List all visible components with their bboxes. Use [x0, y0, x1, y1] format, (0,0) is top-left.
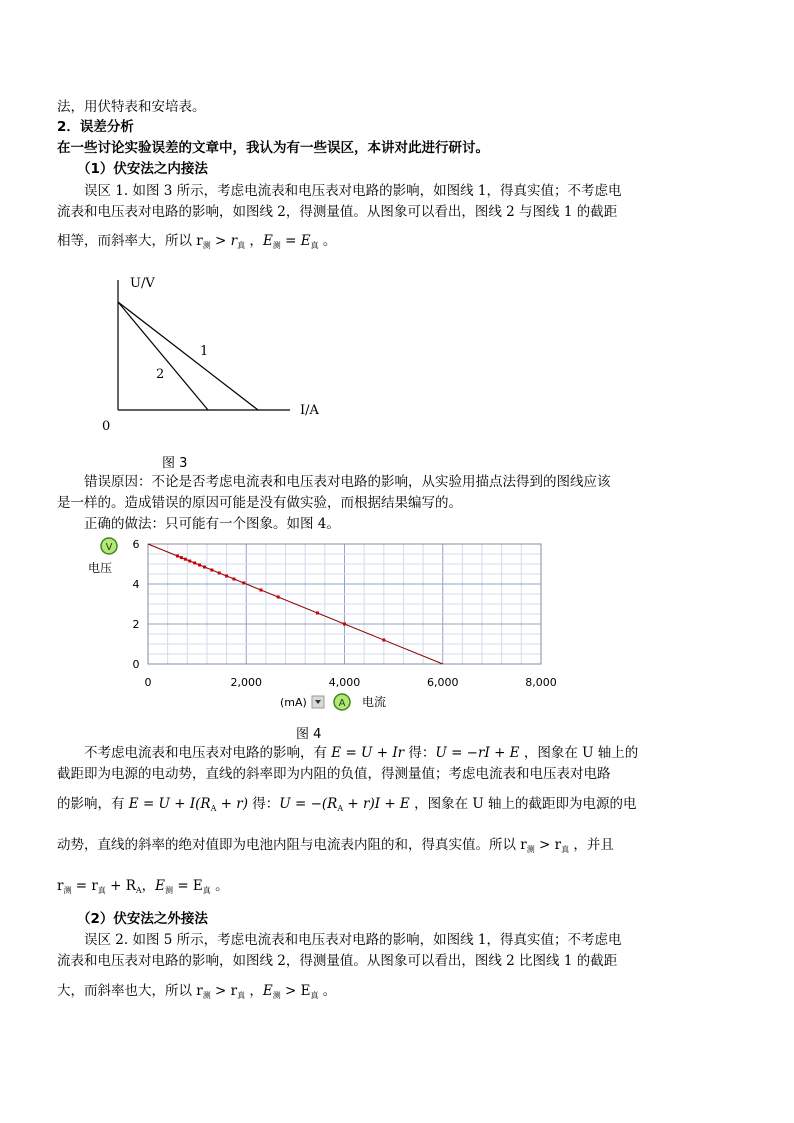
- svg-text:V: V: [105, 542, 113, 553]
- figure-3-diagram: [90, 270, 350, 440]
- svg-text:A: A: [338, 698, 346, 709]
- data-point: [343, 623, 346, 626]
- x-axis-label: I/A: [300, 403, 319, 418]
- para4-line5: $r_测 = r_真 + R_A$，$E_测 = E_真$ 。: [57, 878, 229, 895]
- line-2-label: 2: [156, 367, 165, 382]
- x-tick-label: 8,000: [525, 676, 557, 689]
- error-reason-line1: 错误原因：不论是否考虑电流表和电压表对电路的影响，从实验用描点法得到的图线应该: [84, 474, 611, 490]
- para4-line3: 的影响，有 $E = U + I(R_A + r)$ 得：$U = -(R_A + r)I + E$ ，图象在 U 轴上的截距即为电源的电: [57, 796, 637, 813]
- x-tick-label: 0: [144, 676, 152, 689]
- x-tick-label: 2,000: [230, 676, 262, 689]
- line-1-label: 1: [200, 344, 209, 359]
- figure-4-chart: [80, 532, 580, 718]
- graph-line-2: [118, 302, 208, 410]
- y-tick-labels: [133, 538, 140, 671]
- x-axis-label: 电流: [362, 695, 387, 709]
- data-point: [198, 564, 201, 567]
- para1-line2: 流表和电压表对电路的影响，如图线 2，得测量值。从图象可以看出，图线 2 与图线 1 的截距: [57, 204, 618, 220]
- y-tick-label: 6: [132, 538, 140, 551]
- para5-line3: 大，而斜率也大，所以 $r_测 > r_真$ ，$E_测 > E_真$ 。: [57, 983, 337, 1000]
- data-point: [242, 582, 245, 585]
- data-point: [277, 596, 280, 599]
- para5-line2: 流表和电压表对电路的影响，如图线 2，得测量值。从图象可以看出，图线 2 比图线 1 的截距: [57, 953, 618, 969]
- y-tick-label: 2: [132, 618, 140, 631]
- y-axis-label: U/V: [130, 276, 155, 291]
- data-point: [382, 639, 385, 642]
- para1-line1: 误区 1. 如图 3 所示，考虑电流表和电压表对电路的影响，如图线 1，得真实值；不考虑电: [84, 183, 622, 199]
- data-point: [193, 562, 196, 565]
- subsection-heading-internal: （1）伏安法之内接法: [77, 161, 208, 177]
- subsection-heading-external: （2）伏安法之外接法: [77, 911, 208, 927]
- para1-line3: 相等，而斜率大，所以 $r_测 > r_真$ ，$E_测 = E_真$ 。: [57, 233, 337, 250]
- x-tick-label: 4,000: [328, 676, 361, 689]
- origin-label: 0: [102, 419, 111, 434]
- data-point: [225, 575, 228, 578]
- x-unit-label: (mA): [280, 696, 307, 709]
- y-tick-label: 4: [132, 578, 140, 591]
- y-axis-label: 电压: [88, 561, 113, 575]
- para4-line2: 截距即为电源的电动势，直线的斜率即为内阻的负值，得测量值；考虑电流表和电压表对电路: [57, 766, 611, 782]
- data-point: [210, 569, 213, 572]
- x-tick-labels: [145, 676, 557, 689]
- data-point: [180, 556, 183, 559]
- x-tick-label: 6,000: [427, 676, 459, 689]
- figure-3-caption: 图 3: [162, 456, 188, 471]
- graph-line-1: [118, 302, 258, 410]
- section-heading-error-analysis: 2．误差分析: [57, 119, 134, 135]
- y-tick-label: 0: [132, 658, 140, 671]
- data-point: [218, 572, 221, 575]
- intro-bold-text: 在一些讨论实验误差的文章中，我认为有一些误区，本讲对此进行研讨。: [57, 140, 489, 156]
- correct-method-line: 正确的做法：只可能有一个图象。如图 4。: [84, 516, 340, 532]
- data-point: [232, 578, 235, 581]
- current-sensor-icon[interactable]: [334, 694, 350, 710]
- para4-line1: 不考虑电流表和电压表对电路的影响，有 E = U + Ir 得：U = −rI + E ，图象在 U 轴上的: [84, 745, 639, 761]
- data-point: [184, 558, 187, 561]
- voltage-sensor-icon[interactable]: [101, 538, 117, 554]
- chart-grid: [148, 544, 541, 664]
- data-point: [316, 612, 319, 615]
- data-point: [176, 555, 179, 558]
- para5-line1: 误区 2. 如图 5 所示，考虑电流表和电压表对电路的影响，如图线 1，得真实值；不考虑电: [84, 932, 622, 948]
- unit-dropdown[interactable]: [312, 696, 324, 708]
- error-reason-line2: 是一样的。造成错误的原因可能是没有做实验，而根据结果编写的。: [57, 495, 462, 511]
- figure-4-caption: 图 4: [296, 727, 322, 742]
- paragraph-continuation: 法，用伏特表和安培表。: [57, 99, 206, 115]
- data-point: [203, 566, 206, 569]
- data-point: [259, 589, 262, 592]
- para4-line4: 动势，直线的斜率的绝对值即为电池内阻与电流表内阻的和，得真实值。所以 $r_测 > r_真$ ，并且: [57, 837, 614, 854]
- data-point: [188, 560, 191, 563]
